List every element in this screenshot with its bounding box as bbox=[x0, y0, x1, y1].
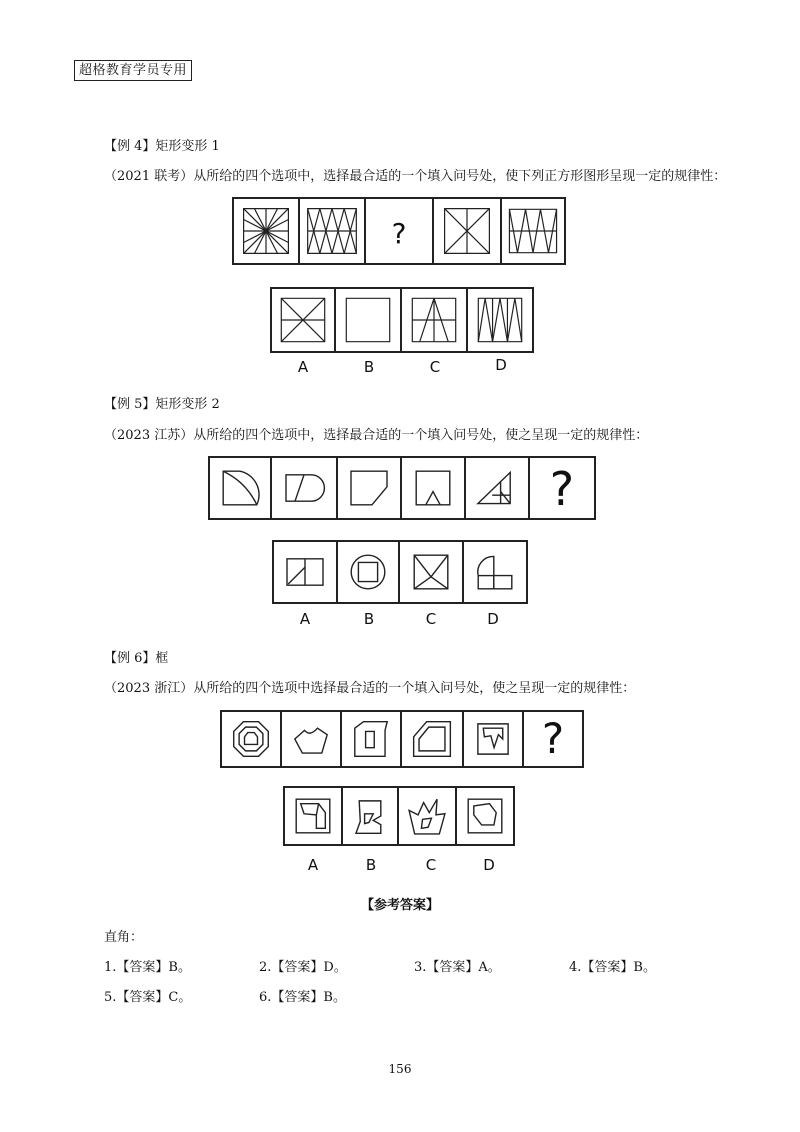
answers-subtitle: 直角： bbox=[104, 930, 144, 945]
answer-1: 1.【答案】B。 bbox=[104, 960, 191, 975]
ex5-figure-1 bbox=[208, 456, 272, 520]
ex4-option-d[interactable] bbox=[468, 287, 534, 353]
example5-title: 【例 5】矩形变形 2 bbox=[104, 397, 220, 412]
answer-3: 3.【答案】A。 bbox=[414, 960, 501, 975]
ex5-label-d: D bbox=[487, 610, 499, 628]
ex5-label-a: A bbox=[299, 610, 311, 628]
answer-2: 2.【答案】D。 bbox=[259, 960, 347, 975]
ex4-figure-5 bbox=[502, 197, 566, 265]
ex4-label-b: B bbox=[363, 358, 375, 376]
ex6-label-c: C bbox=[425, 856, 437, 874]
answer-4: 4.【答案】B。 bbox=[569, 960, 656, 975]
ex5-option-c[interactable] bbox=[400, 540, 464, 604]
ex6-figure-1 bbox=[220, 710, 282, 768]
answer-6: 6.【答案】B。 bbox=[259, 990, 346, 1005]
ex5-figure-2 bbox=[272, 456, 338, 520]
ex5-option-a[interactable] bbox=[272, 540, 338, 604]
ex6-figure-5 bbox=[464, 710, 524, 768]
ex5-label-b: B bbox=[363, 610, 375, 628]
example4-options-row bbox=[270, 287, 534, 353]
ex5-label-c: C bbox=[425, 610, 437, 628]
ex6-question-mark: ? bbox=[541, 714, 565, 763]
ex5-option-d[interactable] bbox=[464, 540, 528, 604]
example5-options-row bbox=[272, 540, 528, 604]
example4-question-row bbox=[232, 197, 566, 265]
ex6-option-b[interactable] bbox=[343, 786, 399, 846]
ex5-question-mark: ? bbox=[549, 462, 575, 516]
example6-question-row bbox=[220, 710, 584, 768]
ex5-question-cell bbox=[530, 456, 596, 520]
example6-options-row bbox=[283, 786, 515, 846]
ex6-label-d: D bbox=[483, 856, 495, 874]
example6-question: （2023 浙江）从所给的四个选项中选择最合适的一个填入问号处，使之呈现一定的规律性： bbox=[104, 681, 636, 696]
ex5-figure-3 bbox=[338, 456, 402, 520]
ex5-option-b[interactable] bbox=[338, 540, 400, 604]
answer-5: 5.【答案】C。 bbox=[104, 990, 192, 1005]
ex4-figure-4 bbox=[434, 197, 502, 265]
header-label: 超格教育学员专用 bbox=[74, 60, 192, 81]
ex6-figure-3 bbox=[342, 710, 402, 768]
ex6-question-cell bbox=[524, 710, 584, 768]
example6-title: 【例 6】框 bbox=[104, 651, 169, 666]
ex4-figure-2 bbox=[300, 197, 366, 265]
ex6-figure-2 bbox=[282, 710, 342, 768]
ex5-figure-5 bbox=[466, 456, 530, 520]
ex4-option-c[interactable] bbox=[402, 287, 468, 353]
example4-title: 【例 4】矩形变形 1 bbox=[104, 139, 220, 154]
ex4-question-mark: ? bbox=[391, 217, 407, 250]
answers-title: 【参考答案】 bbox=[360, 898, 439, 913]
ex4-option-b[interactable] bbox=[336, 287, 402, 353]
ex6-option-d[interactable] bbox=[457, 786, 515, 846]
ex6-option-a[interactable] bbox=[283, 786, 343, 846]
ex5-figure-4 bbox=[402, 456, 466, 520]
ex6-figure-4 bbox=[402, 710, 464, 768]
ex4-label-d: D bbox=[495, 356, 507, 374]
ex4-figure-1 bbox=[232, 197, 300, 265]
ex4-label-c: C bbox=[429, 358, 441, 376]
page-number: 156 bbox=[388, 1062, 412, 1076]
example4-question: （2021 联考）从所给的四个选项中，选择最合适的一个填入问号处，使下列正方形图形呈现一定的规律性： bbox=[104, 169, 727, 184]
ex4-option-a[interactable] bbox=[270, 287, 336, 353]
ex6-label-b: B bbox=[365, 856, 377, 874]
ex6-label-a: A bbox=[307, 856, 319, 874]
ex4-label-a: A bbox=[297, 358, 309, 376]
example5-question: （2023 江苏）从所给的四个选项中，选择最合适的一个填入问号处，使之呈现一定的规律性： bbox=[104, 428, 649, 443]
ex6-option-c[interactable] bbox=[399, 786, 457, 846]
example5-question-row bbox=[208, 456, 596, 520]
ex4-question-cell bbox=[366, 197, 434, 265]
